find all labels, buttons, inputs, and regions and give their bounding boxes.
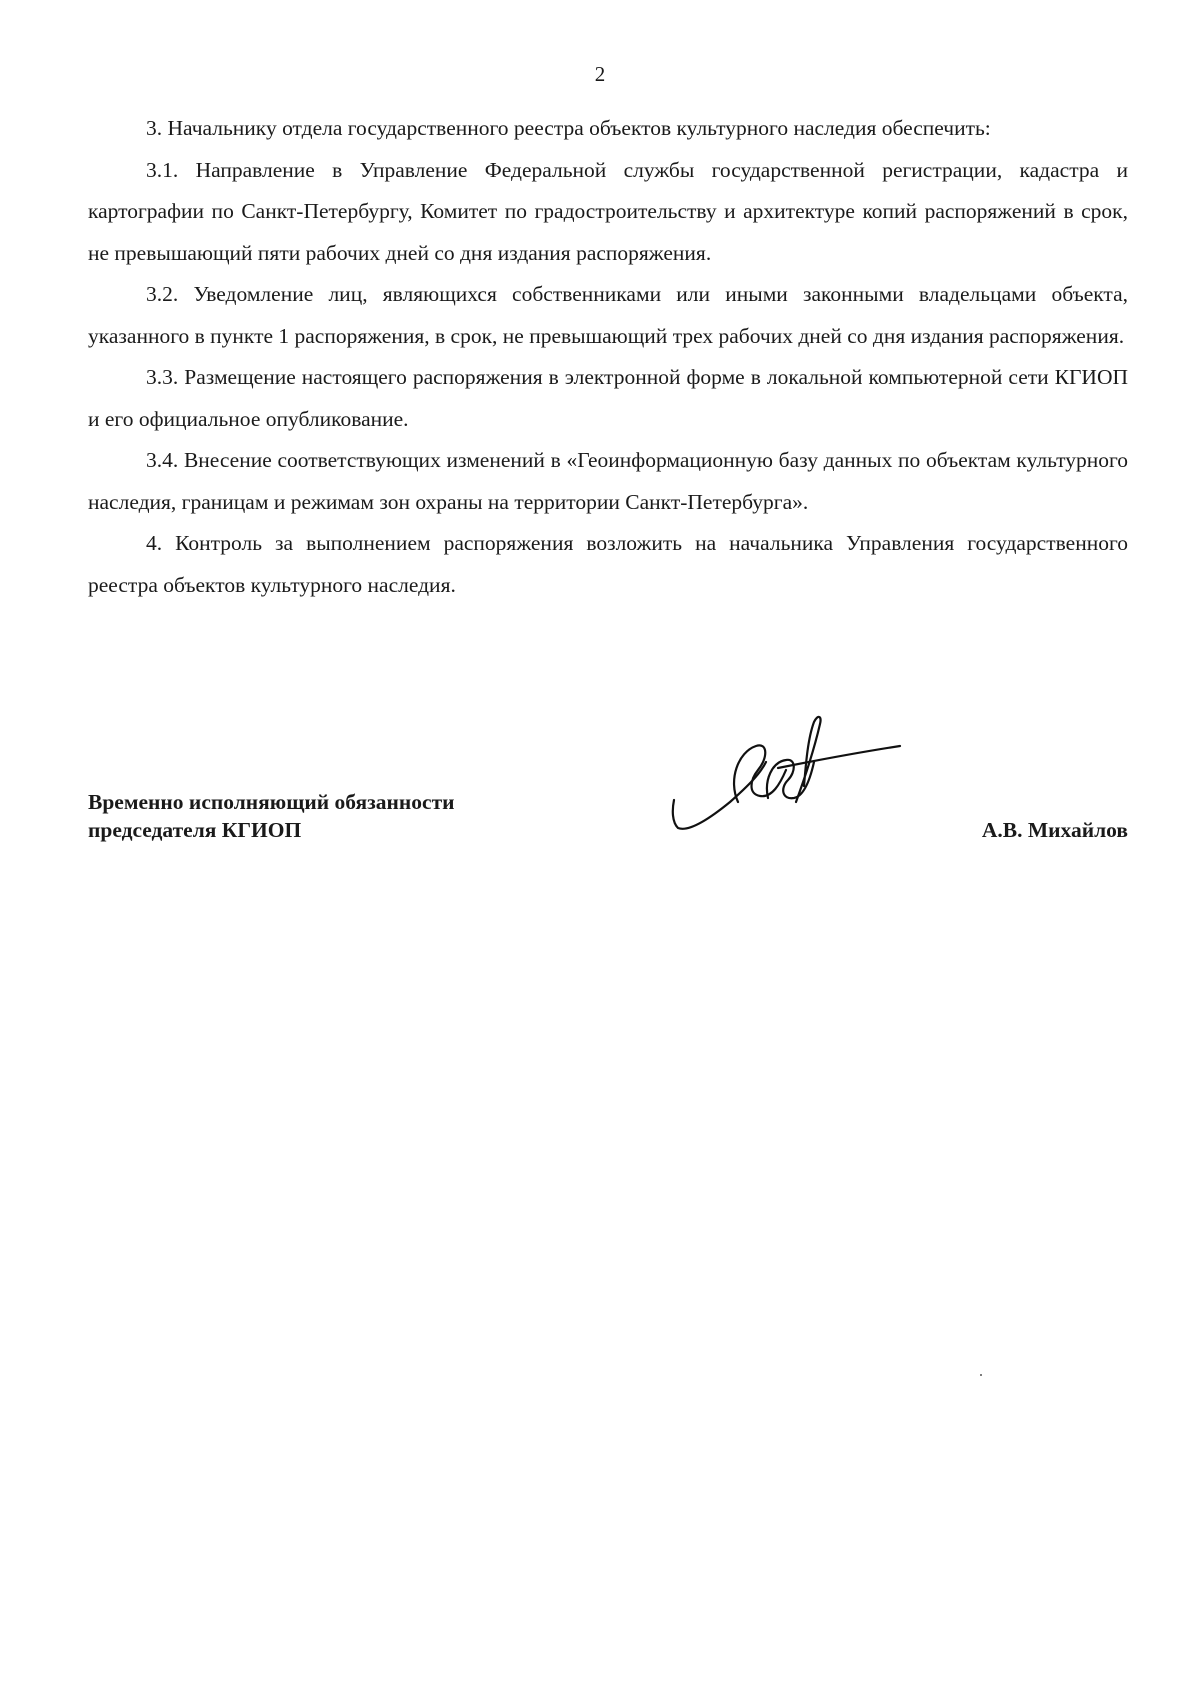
paragraph-4: 4. Контроль за выполнением распоряжения возложить на начальника Управления государственного реестра объектов культурного наследия. bbox=[88, 531, 1128, 597]
signatory-position-line-2: председателя КГИОП bbox=[88, 818, 302, 842]
signatory-position-line-1: Временно исполняющий обязанности bbox=[88, 790, 455, 814]
paragraph-3-1: 3.1. Направление в Управление Федеральной службы государственной регистрации, кадастра и картографии по Санкт-Петербургу, Комитет по градостроительству и архитектуре копий распоряжений в срок, не превышающий пяти рабочих дней со дня издания распоряжения. bbox=[88, 157, 1128, 265]
signatory-name: А.В. Михайлов bbox=[981, 818, 1128, 842]
signatory-position bbox=[88, 788, 455, 844]
document-body bbox=[88, 108, 1128, 606]
page-number: 2 bbox=[594, 62, 606, 86]
paragraph-3: 3. Начальнику отдела государственного реестра объектов культурного наследия обеспечить: bbox=[146, 116, 991, 140]
paragraph-3-4: 3.4. Внесение соответствующих изменений в «Геоинформационную базу данных по объектам культурного наследия, границам и режимам зон охраны на территории Санкт-Петербурга». bbox=[88, 448, 1128, 514]
paragraph-3-3: 3.3. Размещение настоящего распоряжения в электронной форме в локальной компьютерной сети КГИОП и его официальное опубликование. bbox=[88, 365, 1128, 431]
handwritten-signature bbox=[668, 710, 908, 860]
scan-speck bbox=[980, 1374, 982, 1376]
paragraph-3-2: 3.2. Уведомление лиц, являющихся собственниками или иными законными владельцами объекта, указанного в пункте 1 распоряжения, в срок, не превышающий трех рабочих дней со дня издания распоряжения. bbox=[88, 282, 1128, 348]
